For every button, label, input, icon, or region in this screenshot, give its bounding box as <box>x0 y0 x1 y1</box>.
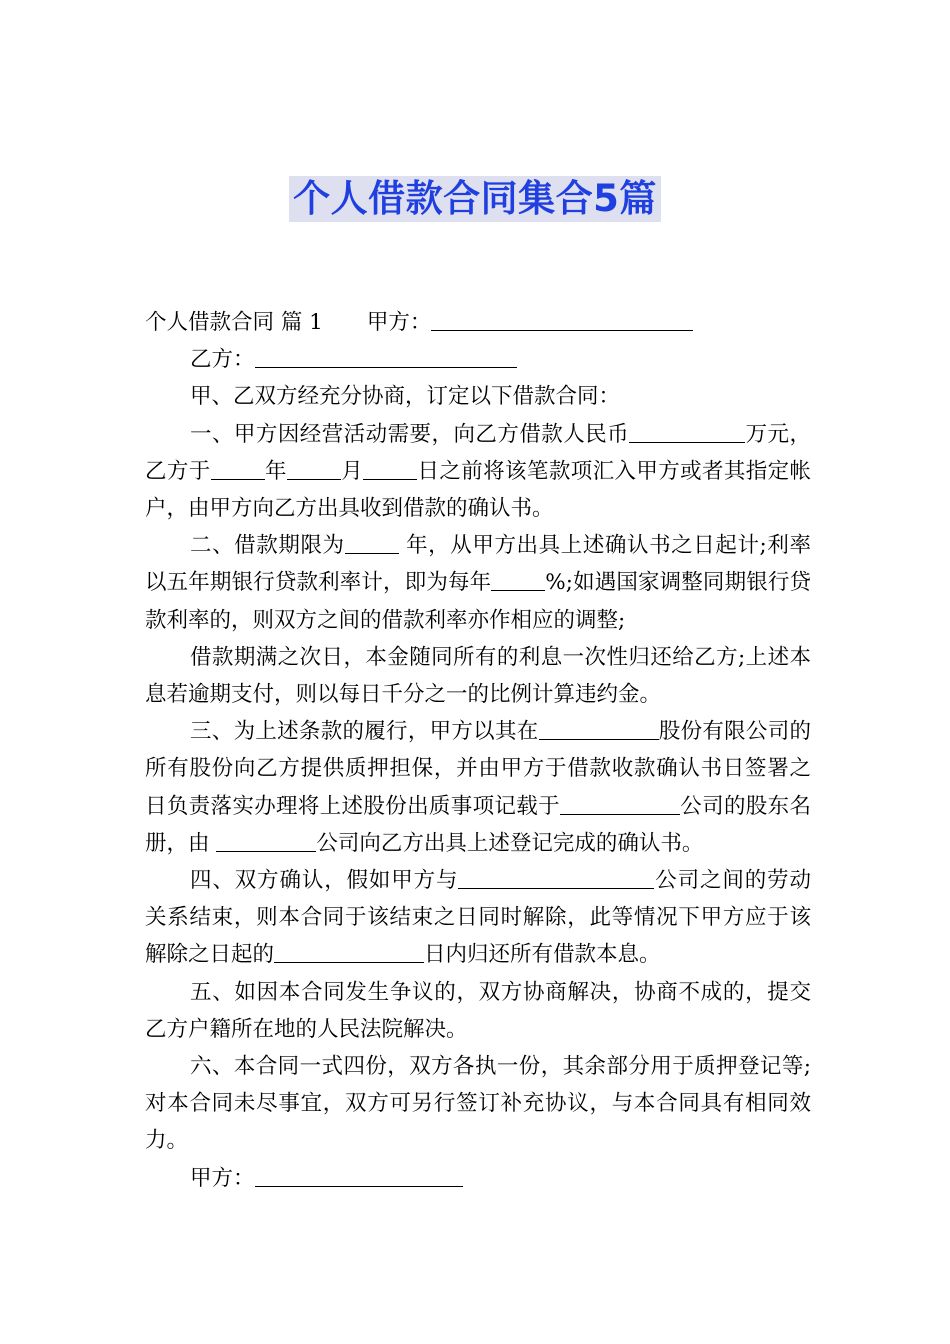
year-blank <box>211 457 265 480</box>
party-a-blank <box>431 308 693 331</box>
contract-heading: 个人借款合同 篇 1 <box>145 310 323 335</box>
clause-2 <box>145 527 811 639</box>
clause-4-text-b: 公司之间的劳动关系结束，则本合同于该结束之日同时解除，此等情况下甲方应于该解除之日起的 <box>145 868 811 968</box>
clause-4-text-c: 日内归还所有借款本息。 <box>424 942 661 968</box>
document-title: 个人借款合同集合5篇 <box>289 176 661 222</box>
clause-3-text-b: 股份有限公司的所有股份向乙方提供质押担保，并由甲方于借款收款确认书日签署之日负责落实办理将上述股份出质事项记载于 <box>145 719 811 819</box>
day-blank <box>363 457 417 480</box>
term-blank <box>345 531 399 554</box>
sign-party-a-label: 甲方： <box>190 1165 255 1191</box>
clause-1 <box>145 416 811 528</box>
clause-1-text-b: 万元，乙方于 <box>145 421 811 484</box>
rate-blank <box>491 568 545 591</box>
clause-3-text-c: 公司的股东名册，由 <box>145 793 811 856</box>
clause-1-text-a: 一、甲方因经营活动需要，向乙方借款人民币 <box>190 421 630 447</box>
signature-line <box>145 1160 811 1197</box>
company-blank-1 <box>539 717 659 740</box>
clause-3-text-a: 三、为上述条款的履行，甲方以其在 <box>190 719 539 745</box>
clause-1-month: 月 <box>340 458 364 484</box>
party-b-line <box>145 341 811 378</box>
clause-3 <box>145 713 811 862</box>
contract-body <box>145 304 811 1197</box>
party-b-blank <box>255 345 517 368</box>
clause-2-continued: 借款期满之次日，本金随同所有的利息一次性归还给乙方;上述本息若逾期支付，则以每日千分之一的比例计算违约金。 <box>145 644 811 708</box>
days-blank <box>274 940 424 963</box>
month-blank <box>287 457 341 480</box>
clause-2-text-a: 二、借款期限为 <box>190 533 345 559</box>
company-blank-3 <box>216 829 316 852</box>
clause-3-text-d: 公司向乙方出具上述登记完成的确认书。 <box>316 830 704 856</box>
company-blank-4 <box>458 866 654 889</box>
party-a-label: 甲方： <box>366 310 432 335</box>
clause-2-text-b: 年，从甲方出具上述确认书之日起计;利率以五年期银行贷款利率计，即为每年 <box>145 533 811 596</box>
clause-6: 六、本合同一式四份，双方各执一份，其余部分用于质押登记等;对本合同未尽事宜，双方可另行签订补充协议，与本合同具有相同效力。 <box>145 1054 811 1154</box>
contract-heading-line <box>145 304 811 341</box>
company-blank-2 <box>560 792 680 815</box>
clause-1-year: 年 <box>264 458 287 484</box>
sign-party-a-blank <box>255 1164 463 1187</box>
party-b-label: 乙方： <box>190 347 255 373</box>
clause-1-text-c: 日之前将该笔款项汇入甲方或者其指定帐户，由甲方向乙方出具收到借款的确认书。 <box>145 458 811 522</box>
clause-4-text-a: 四、双方确认，假如甲方与 <box>190 868 459 894</box>
clause-2-text-c: %;如遇国家调整同期银行贷款利率的，则双方之间的借款利率亦作相应的调整; <box>145 570 811 633</box>
title-container <box>0 176 950 222</box>
clause-5: 五、如因本合同发生争议的，双方协商解决，协商不成的，提交乙方户籍所在地的人民法院解决。 <box>145 979 811 1042</box>
clause-4 <box>145 862 811 974</box>
intro-paragraph: 甲、乙双方经充分协商，订定以下借款合同： <box>190 384 621 410</box>
amount-blank <box>629 420 745 443</box>
